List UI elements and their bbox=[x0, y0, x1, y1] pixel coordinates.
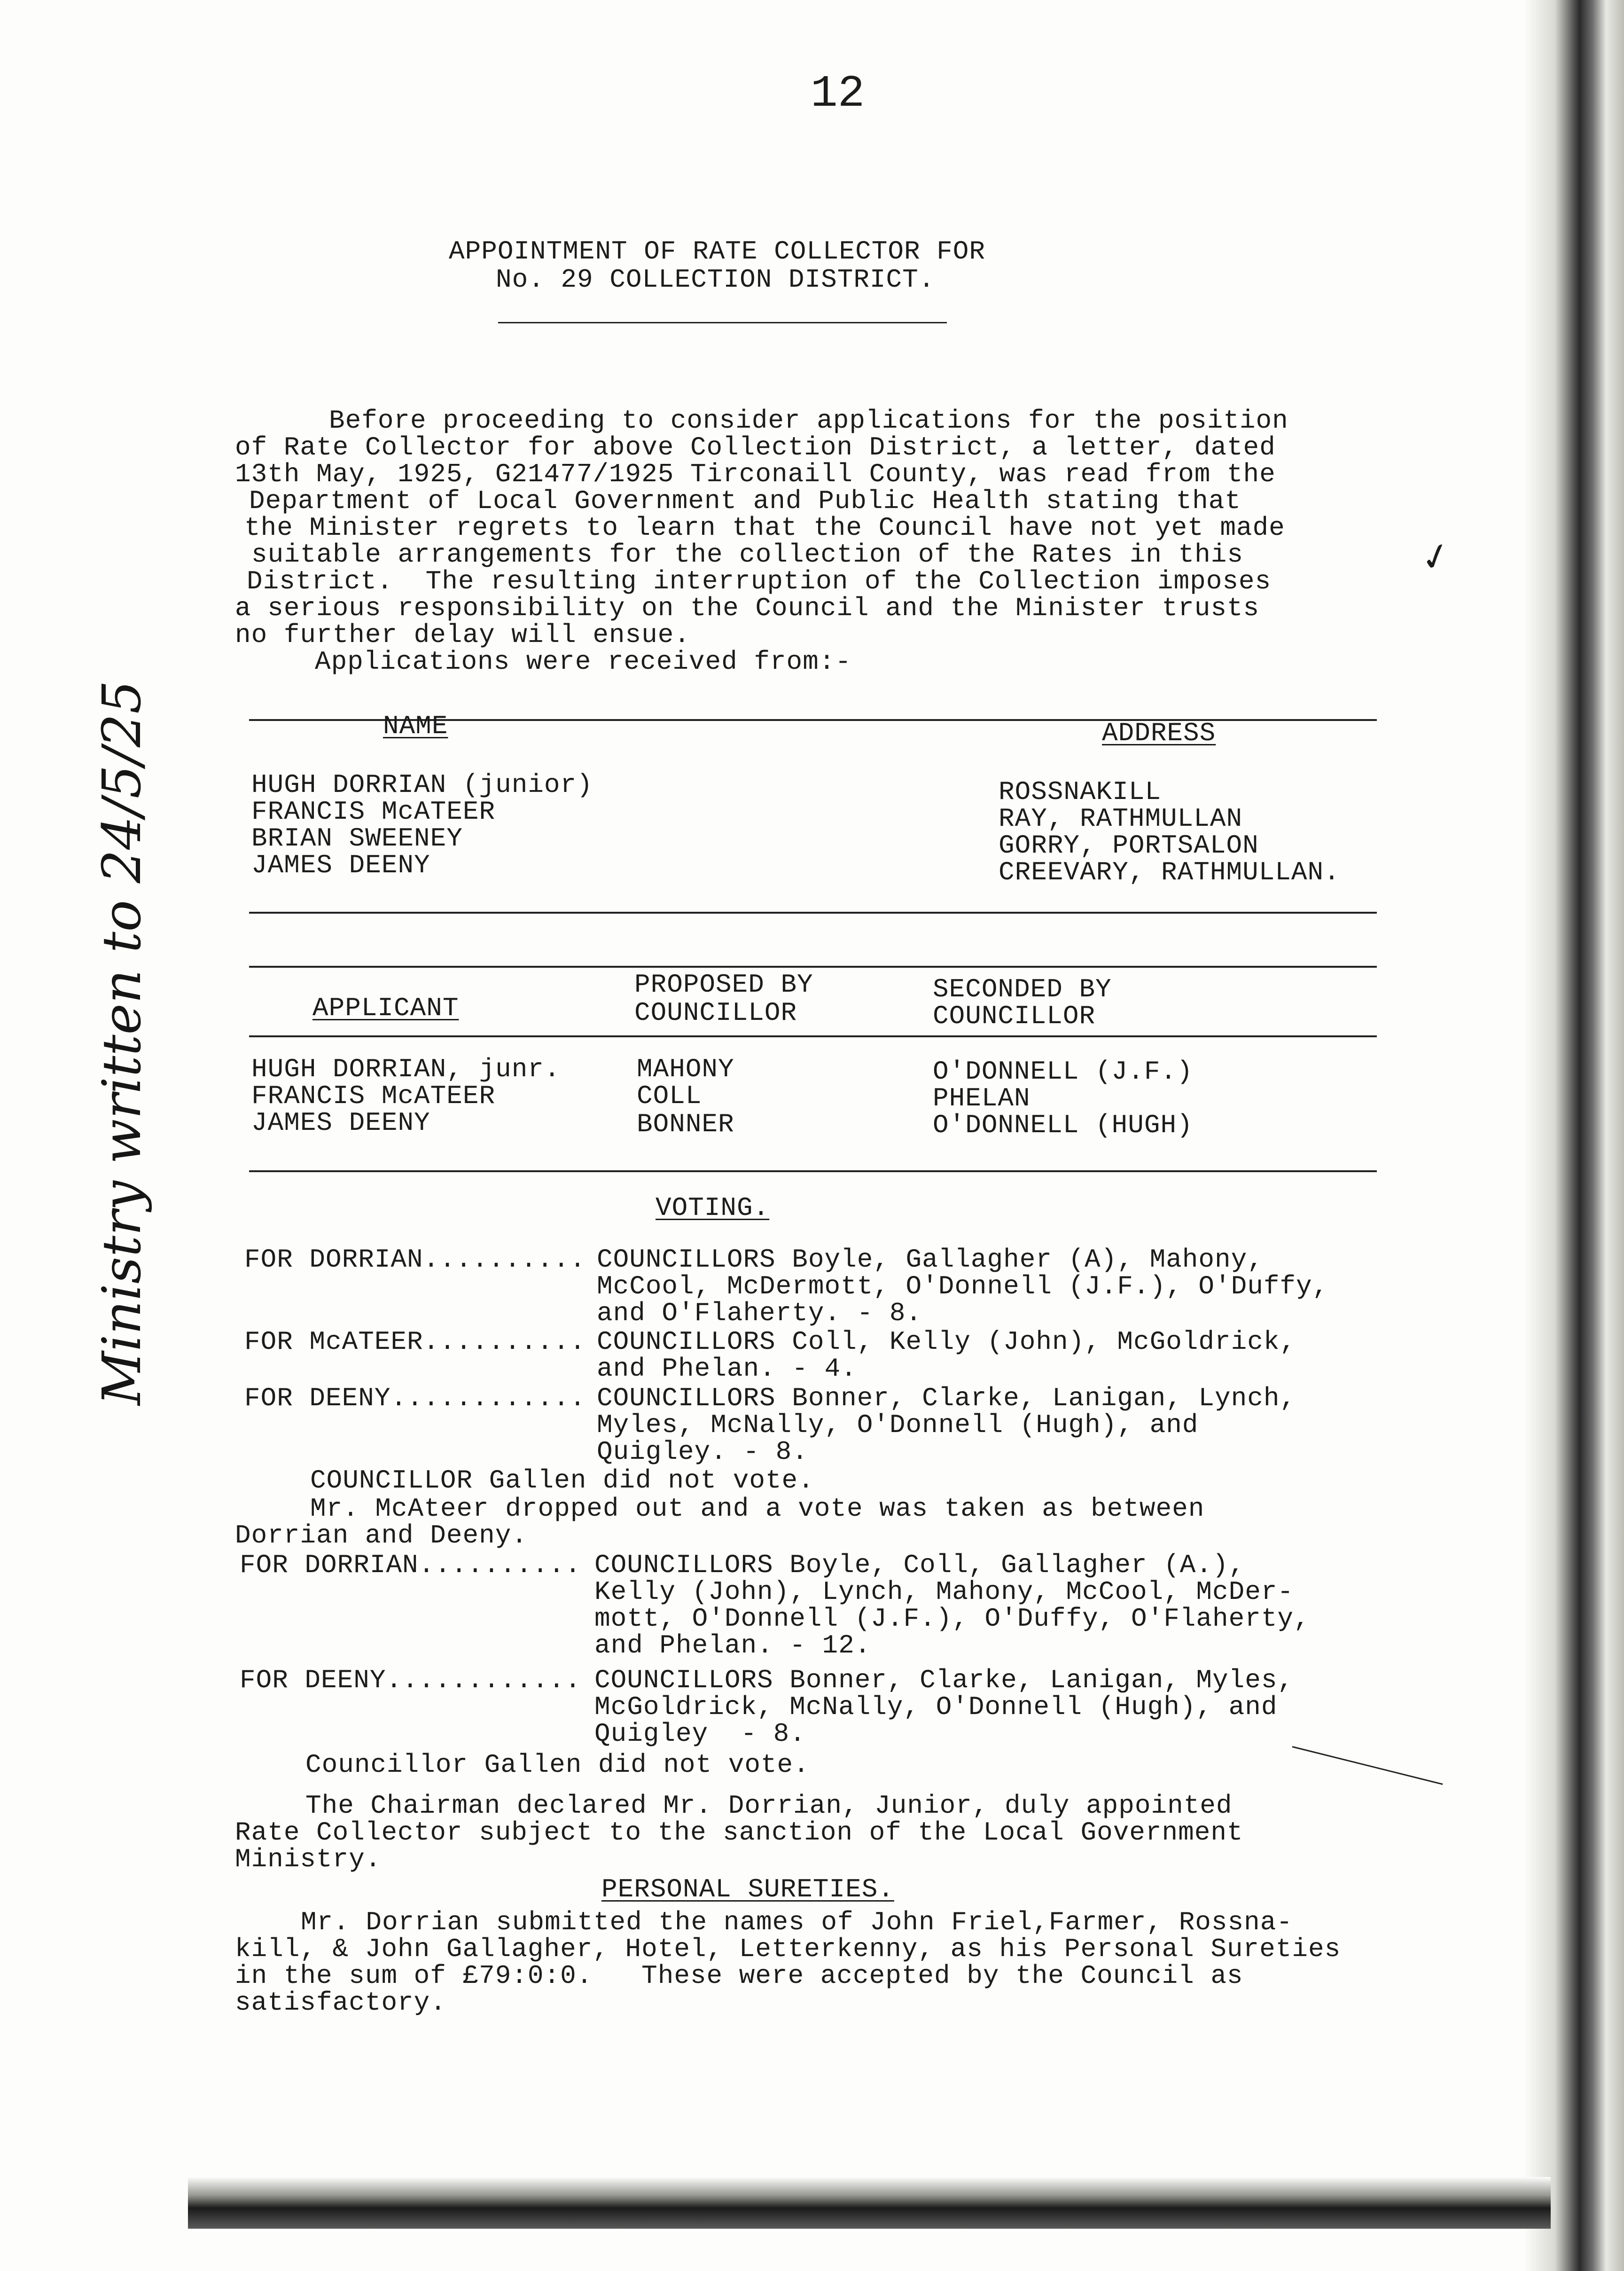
vote-line: COUNCILLORS Coll, Kelly (John), McGoldrick, bbox=[597, 1327, 1296, 1357]
declaration-line: Rate Collector subject to the sanction of the Local Government bbox=[235, 1817, 1243, 1848]
sureties-line: kill, & John Gallagher, Hotel, Letterkenny, as his Personal Sureties bbox=[235, 1934, 1341, 1964]
table-rule bbox=[249, 912, 1377, 914]
intro-line: no further delay will ensue. bbox=[235, 620, 690, 650]
vote-line: COUNCILLORS Bonner, Clarke, Lanigan, Lynch, bbox=[597, 1383, 1296, 1413]
declaration-line: The Chairman declared Mr. Dorrian, Junior, duly appointed bbox=[305, 1791, 1233, 1821]
heading-rule bbox=[498, 322, 947, 323]
vote-line: COUNCILLORS Bonner, Clarke, Lanigan, Myles, bbox=[594, 1665, 1294, 1695]
table-rule bbox=[249, 1035, 1377, 1037]
intro-line: District. The resulting interruption of the Collection imposes bbox=[247, 566, 1272, 596]
vote-line: and O'Flaherty. - 8. bbox=[597, 1298, 922, 1328]
intro-line: Applications were received from:- bbox=[315, 647, 851, 677]
dropout-line: Dorrian and Deeny. bbox=[235, 1520, 528, 1551]
column-header-name: NAME bbox=[383, 711, 448, 741]
intro-line: 13th May, 1925, G21477/1925 Tirconaill County, was read from the bbox=[235, 459, 1276, 489]
vote-line: COUNCILLORS Boyle, Gallagher (A), Mahony, bbox=[597, 1245, 1264, 1275]
vote-line: COUNCILLORS Boyle, Coll, Gallagher (A.), bbox=[594, 1550, 1245, 1580]
heading-line-1: APPOINTMENT OF RATE COLLECTOR FOR bbox=[449, 236, 985, 266]
applicant-name: JAMES DEENY bbox=[251, 850, 430, 880]
proposal-proposer: MAHONY bbox=[637, 1054, 734, 1084]
vote-line: McGoldrick, McNally, O'Donnell (Hugh), and bbox=[594, 1692, 1278, 1722]
vote-line: Quigley - 8. bbox=[594, 1719, 806, 1749]
column-header-address: ADDRESS bbox=[1102, 718, 1216, 748]
intro-line: suitable arrangements for the collection of the Rates in this bbox=[251, 540, 1243, 570]
column-header-proposed-sub: COUNCILLOR bbox=[634, 998, 797, 1028]
vote-line: and Phelan. - 12. bbox=[594, 1630, 871, 1660]
abstention-note: Councillor Gallen did not vote. bbox=[305, 1750, 810, 1780]
vote-label: FOR DORRIAN.......... bbox=[244, 1245, 586, 1275]
vote-label: FOR DORRIAN.......... bbox=[240, 1550, 581, 1580]
proposal-applicant: HUGH DORRIAN, junr. bbox=[251, 1054, 561, 1084]
declaration-line: Ministry. bbox=[235, 1844, 382, 1874]
applicant-name: BRIAN SWEENEY bbox=[251, 823, 463, 854]
proposal-seconder: PHELAN bbox=[933, 1083, 1031, 1113]
handwritten-margin-note: Ministry written to 24/5/25 bbox=[92, 680, 153, 1405]
proposal-seconder: O'DONNELL (J.F.) bbox=[933, 1057, 1193, 1087]
proposal-proposer: COLL bbox=[637, 1081, 702, 1111]
applicant-address: RAY, RATHMULLAN bbox=[999, 804, 1243, 834]
scanned-page-edge bbox=[1525, 0, 1624, 2271]
applicant-address: GORRY, PORTSALON bbox=[999, 830, 1259, 861]
check-mark-icon: ✓ bbox=[1417, 533, 1455, 586]
vote-line: mott, O'Donnell (J.F.), O'Duffy, O'Flaherty, bbox=[594, 1604, 1310, 1634]
scanned-bottom-edge bbox=[188, 2177, 1551, 2229]
proposal-applicant: JAMES DEENY bbox=[251, 1108, 430, 1138]
column-header-applicant: APPLICANT bbox=[312, 993, 459, 1023]
pencil-arrow-mark bbox=[1292, 1746, 1443, 1785]
vote-label: FOR McATEER.......... bbox=[244, 1327, 586, 1357]
vote-label: FOR DEENY............ bbox=[240, 1665, 581, 1695]
intro-line: Department of Local Government and Public Health stating that bbox=[249, 486, 1241, 516]
page-number: 12 bbox=[811, 68, 865, 119]
intro-line: Before proceeding to consider applications for the position bbox=[329, 406, 1288, 436]
proposal-seconder: O'DONNELL (HUGH) bbox=[933, 1110, 1193, 1140]
vote-label: FOR DEENY............ bbox=[244, 1383, 586, 1413]
applicant-name: FRANCIS McATEER bbox=[251, 797, 496, 827]
vote-line: Myles, McNally, O'Donnell (Hugh), and bbox=[597, 1410, 1199, 1440]
vote-line: Quigley. - 8. bbox=[597, 1437, 808, 1467]
heading-line-2: No. 29 COLLECTION DISTRICT. bbox=[496, 265, 935, 295]
table-rule bbox=[249, 1170, 1377, 1172]
sureties-line: satisfactory. bbox=[235, 1988, 446, 2018]
vote-line: and Phelan. - 4. bbox=[597, 1354, 857, 1384]
applicant-name: HUGH DORRIAN (junior) bbox=[251, 770, 593, 800]
column-header-seconded: SECONDED BY bbox=[933, 974, 1112, 1004]
sureties-line: Mr. Dorrian submitted the names of John Friel,Farmer, Rossna- bbox=[301, 1907, 1293, 1937]
applicant-address: CREEVARY, RATHMULLAN. bbox=[999, 857, 1340, 887]
voting-title: VOTING. bbox=[656, 1193, 770, 1223]
intro-line: a serious responsibility on the Council and the Minister trusts bbox=[235, 593, 1260, 623]
vote-line: McCool, McDermott, O'Donnell (J.F.), O'Duffy, bbox=[597, 1271, 1329, 1301]
abstention-note: COUNCILLOR Gallen did not vote. bbox=[310, 1465, 814, 1496]
column-header-seconded-sub: COUNCILLOR bbox=[933, 1001, 1096, 1031]
table-rule bbox=[249, 966, 1377, 968]
proposal-applicant: FRANCIS McATEER bbox=[251, 1081, 496, 1111]
dropout-line: Mr. McAteer dropped out and a vote was taken as between bbox=[310, 1494, 1205, 1524]
sureties-line: in the sum of £79:0:0. These were accepted by the Council as bbox=[235, 1961, 1243, 1991]
applicant-address: ROSSNAKILL bbox=[999, 777, 1162, 807]
vote-line: Kelly (John), Lynch, Mahony, McCool, McDer- bbox=[594, 1577, 1294, 1607]
sureties-title: PERSONAL SURETIES. bbox=[601, 1874, 894, 1904]
intro-line: of Rate Collector for above Collection District, a letter, dated bbox=[235, 432, 1276, 462]
proposal-proposer: BONNER bbox=[637, 1109, 734, 1139]
intro-line: the Minister regrets to learn that the Council have not yet made bbox=[244, 513, 1285, 543]
column-header-proposed: PROPOSED BY bbox=[634, 970, 813, 1000]
